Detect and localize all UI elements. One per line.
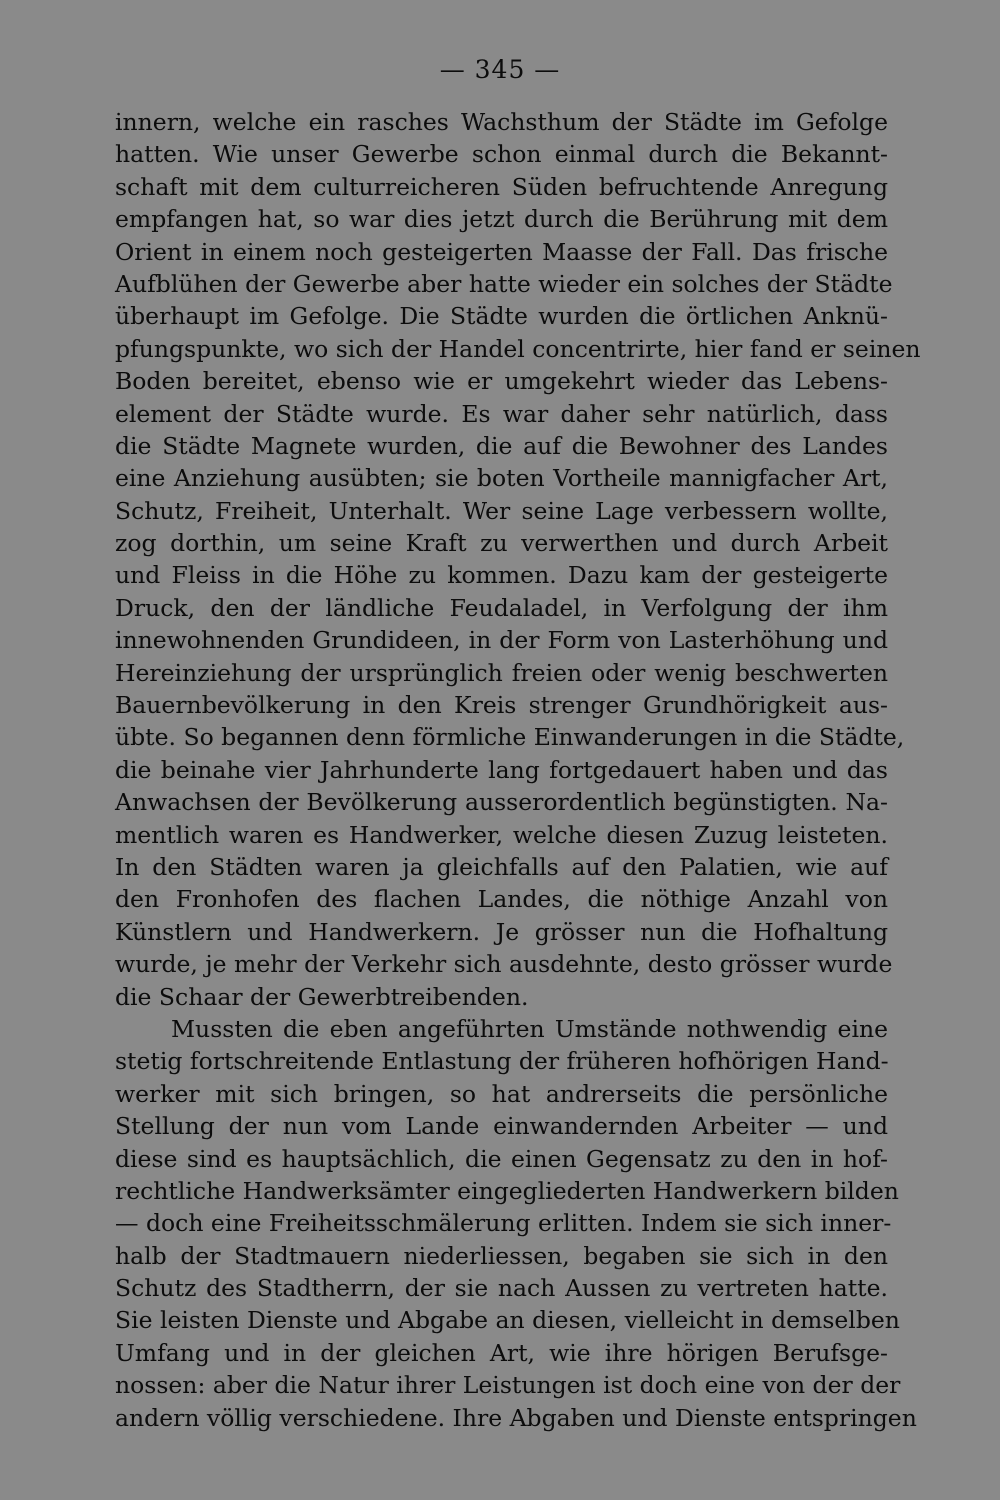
text-line: überhaupt im Gefolge. Die Städte wurden die örtlichen Anknü-: [115, 302, 888, 331]
text-line: rechtliche Handwerksämter eingegliederten Handwerkern bilden: [115, 1176, 899, 1205]
text-line: Stellung der nun vom Lande einwandernden Arbeiter — und: [115, 1112, 888, 1141]
text-line: In den Städten waren ja gleichfalls auf den Palatien, wie auf: [115, 852, 888, 881]
text-line: andern völlig verschiedene. Ihre Abgaben und Dienste entspringen: [115, 1403, 917, 1432]
text-line: Mussten die eben angeführten Umstände nothwendig eine: [171, 1014, 888, 1043]
text-line: den Fronhofen des flachen Landes, die nöthige Anzahl von: [115, 885, 888, 914]
text-line: Schutz des Stadtherrn, der sie nach Aussen zu vertreten hatte.: [115, 1274, 888, 1303]
text-line: Künstlern und Handwerkern. Je grösser nun die Hofhaltung: [115, 917, 888, 946]
text-line: nossen: aber die Natur ihrer Leistungen ist doch eine von der der: [115, 1371, 901, 1400]
text-line: werker mit sich bringen, so hat andrerseits die persönliche: [115, 1079, 888, 1108]
text-line: Boden bereitet, ebenso wie er umgekehrt wieder das Lebens-: [115, 367, 888, 396]
text-line: halb der Stadtmauern niederliessen, begaben sie sich in den: [115, 1241, 888, 1270]
text-line: Aufblühen der Gewerbe aber hatte wieder ein solches der Städte: [115, 269, 893, 298]
text-line: innern, welche ein rasches Wachsthum der Städte im Gefolge: [115, 108, 888, 136]
text-line: mentlich waren es Handwerker, welche diesen Zuzug leisteten.: [115, 820, 888, 849]
text-line: Orient in einem noch gesteigerten Maasse der Fall. Das frische: [115, 237, 888, 266]
text-line: schaft mit dem culturreicheren Süden befruchtende Anregung: [115, 172, 888, 201]
text-line: diese sind es hauptsächlich, die einen Gegensatz zu den in hof-: [115, 1144, 888, 1173]
page-number: — 345 —: [439, 55, 561, 84]
text-line: Druck, den der ländliche Feudaladel, in Verfolgung der ihm: [115, 593, 888, 622]
text-line: die Städte Magnete wurden, die auf die Bewohner des Landes: [115, 431, 888, 460]
text-line: Anwachsen der Bevölkerung ausserordentlich begünstigten. Na-: [115, 788, 888, 817]
text-line: hatten. Wie unser Gewerbe schon einmal durch die Bekannt-: [115, 140, 888, 169]
text-line: stetig fortschreitende Entlastung der früheren hofhörigen Hand-: [115, 1047, 889, 1076]
text-line: element der Städte wurde. Es war daher sehr natürlich, dass: [115, 399, 888, 428]
text-line: zog dorthin, um seine Kraft zu verwerthen und durch Arbeit: [115, 529, 888, 558]
text-line: Umfang und in der gleichen Art, wie ihre hörigen Berufsge-: [115, 1338, 888, 1367]
text-line: Bauernbevölkerung in den Kreis strenger Grundhörigkeit aus-: [115, 691, 888, 720]
text-line: empfangen hat, so war dies jetzt durch die Berührung mit dem: [115, 205, 888, 234]
text-line: Schutz, Freiheit, Unterhalt. Wer seine Lage verbessern wollte,: [115, 496, 888, 525]
text-line: innewohnenden Grundideen, in der Form von Lasterhöhung und: [115, 626, 888, 655]
text-line: eine Anziehung ausübten; sie boten Vortheile mannigfacher Art,: [115, 464, 888, 493]
text-line: die Schaar der Gewerbtreibenden.: [115, 982, 529, 1011]
text-line: übte. So begannen denn förmliche Einwanderungen in die Städte,: [115, 723, 905, 752]
text-line: Hereinziehung der ursprünglich freien oder wenig beschwerten: [115, 658, 888, 687]
text-line: Sie leisten Dienste und Abgabe an diesen, vielleicht in demselben: [115, 1306, 900, 1335]
text-line: pfungspunkte, wo sich der Handel concentrirte, hier fand er seinen: [115, 334, 921, 363]
body-text: [115, 106, 921, 1434]
text-line: und Fleiss in die Höhe zu kommen. Dazu kam der gesteigerte: [115, 561, 888, 590]
text-line: wurde, je mehr der Verkehr sich ausdehnte, desto grösser wurde: [115, 950, 893, 979]
text-line: die beinahe vier Jahrhunderte lang fortgedauert haben und das: [115, 755, 888, 784]
text-line: — doch eine Freiheitsschmälerung erlitten. Indem sie sich inner-: [115, 1209, 892, 1238]
